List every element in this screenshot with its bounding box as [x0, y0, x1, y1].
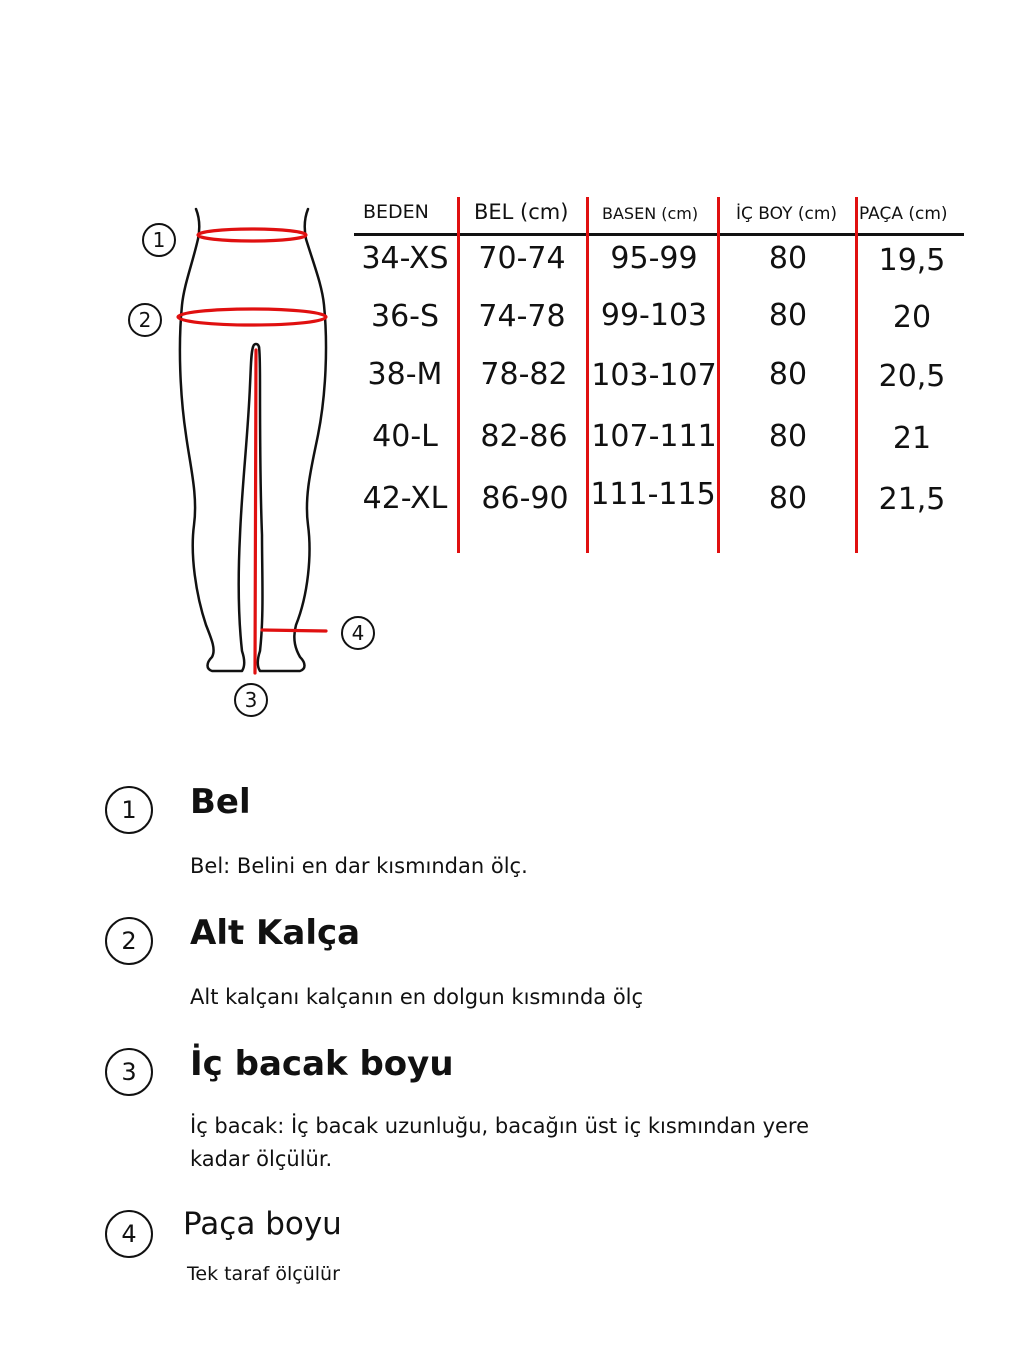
header-ic-boy: İÇ BOY (cm): [736, 204, 838, 224]
column-divider: [457, 197, 460, 553]
table-cell-size: 42-XL: [362, 481, 448, 516]
table-cell-ic-boy: 80: [768, 419, 808, 454]
header-basen: BASEN (cm): [602, 204, 699, 223]
number-2-icon: 2: [105, 917, 153, 965]
legend-description-line2: kadar ölçülür.: [190, 1147, 333, 1171]
legend-description-line1: İç bacak: İç bacak uzunluğu, bacağın üst iç kısmından yere: [190, 1114, 810, 1138]
table-cell-ic-boy: 80: [768, 481, 808, 516]
table-cell-paca: 20,5: [878, 359, 946, 394]
table-cell-size: 38-M: [367, 357, 443, 392]
legend-description: Bel: Belini en dar kısmından ölç.: [190, 854, 528, 878]
legend-title: Paça boyu: [183, 1206, 342, 1242]
column-divider: [586, 197, 589, 553]
table-cell-basen: 103-107: [591, 358, 717, 393]
header-divider: [354, 233, 964, 236]
table-cell-paca: 19,5: [878, 243, 946, 278]
table-cell-ic-boy: 80: [768, 298, 808, 333]
table-cell-paca: 21: [892, 421, 932, 456]
legend-title: Bel: [190, 782, 251, 822]
table-cell-basen: 99-103: [600, 298, 708, 333]
table-cell-basen: 111-115: [590, 477, 716, 512]
table-cell-size: 40-L: [372, 419, 438, 454]
table-cell-ic-boy: 80: [768, 357, 808, 392]
table-cell-bel: 78-82: [480, 357, 568, 392]
table-cell-bel: 86-90: [481, 481, 569, 516]
legend-title: İç bacak boyu: [190, 1044, 454, 1084]
marker-1-icon: 1: [142, 223, 176, 257]
header-bel: BEL (cm): [474, 200, 569, 224]
legend-description: Tek taraf ölçülür: [187, 1263, 340, 1285]
number-3-icon: 3: [105, 1048, 153, 1096]
legend-title: Alt Kalça: [190, 913, 361, 953]
table-cell-size: 36-S: [370, 299, 440, 334]
table-cell-basen: 107-111: [591, 419, 717, 454]
size-table: [352, 195, 964, 555]
column-divider: [717, 197, 720, 553]
table-cell-bel: 82-86: [480, 419, 568, 454]
table-cell-size: 34-XS: [361, 241, 449, 276]
table-cell-bel: 70-74: [478, 241, 566, 276]
legend-description: Alt kalçanı kalçanın en dolgun kısmında ölç: [190, 985, 644, 1009]
number-1-icon: 1: [105, 786, 153, 834]
header-paca: PAÇA (cm): [859, 204, 948, 224]
number-4-icon: 4: [105, 1210, 153, 1258]
marker-2-icon: 2: [128, 303, 162, 337]
legs-figure: [120, 195, 390, 725]
table-cell-ic-boy: 80: [768, 241, 808, 276]
table-cell-paca: 21,5: [878, 482, 946, 517]
table-cell-bel: 74-78: [478, 299, 566, 334]
marker-3-icon: 3: [234, 683, 268, 717]
table-cell-basen: 95-99: [610, 241, 698, 276]
table-cell-paca: 20: [892, 300, 932, 335]
column-divider: [855, 197, 858, 553]
header-beden: BEDEN: [363, 201, 429, 223]
marker-4-icon: 4: [341, 616, 375, 650]
